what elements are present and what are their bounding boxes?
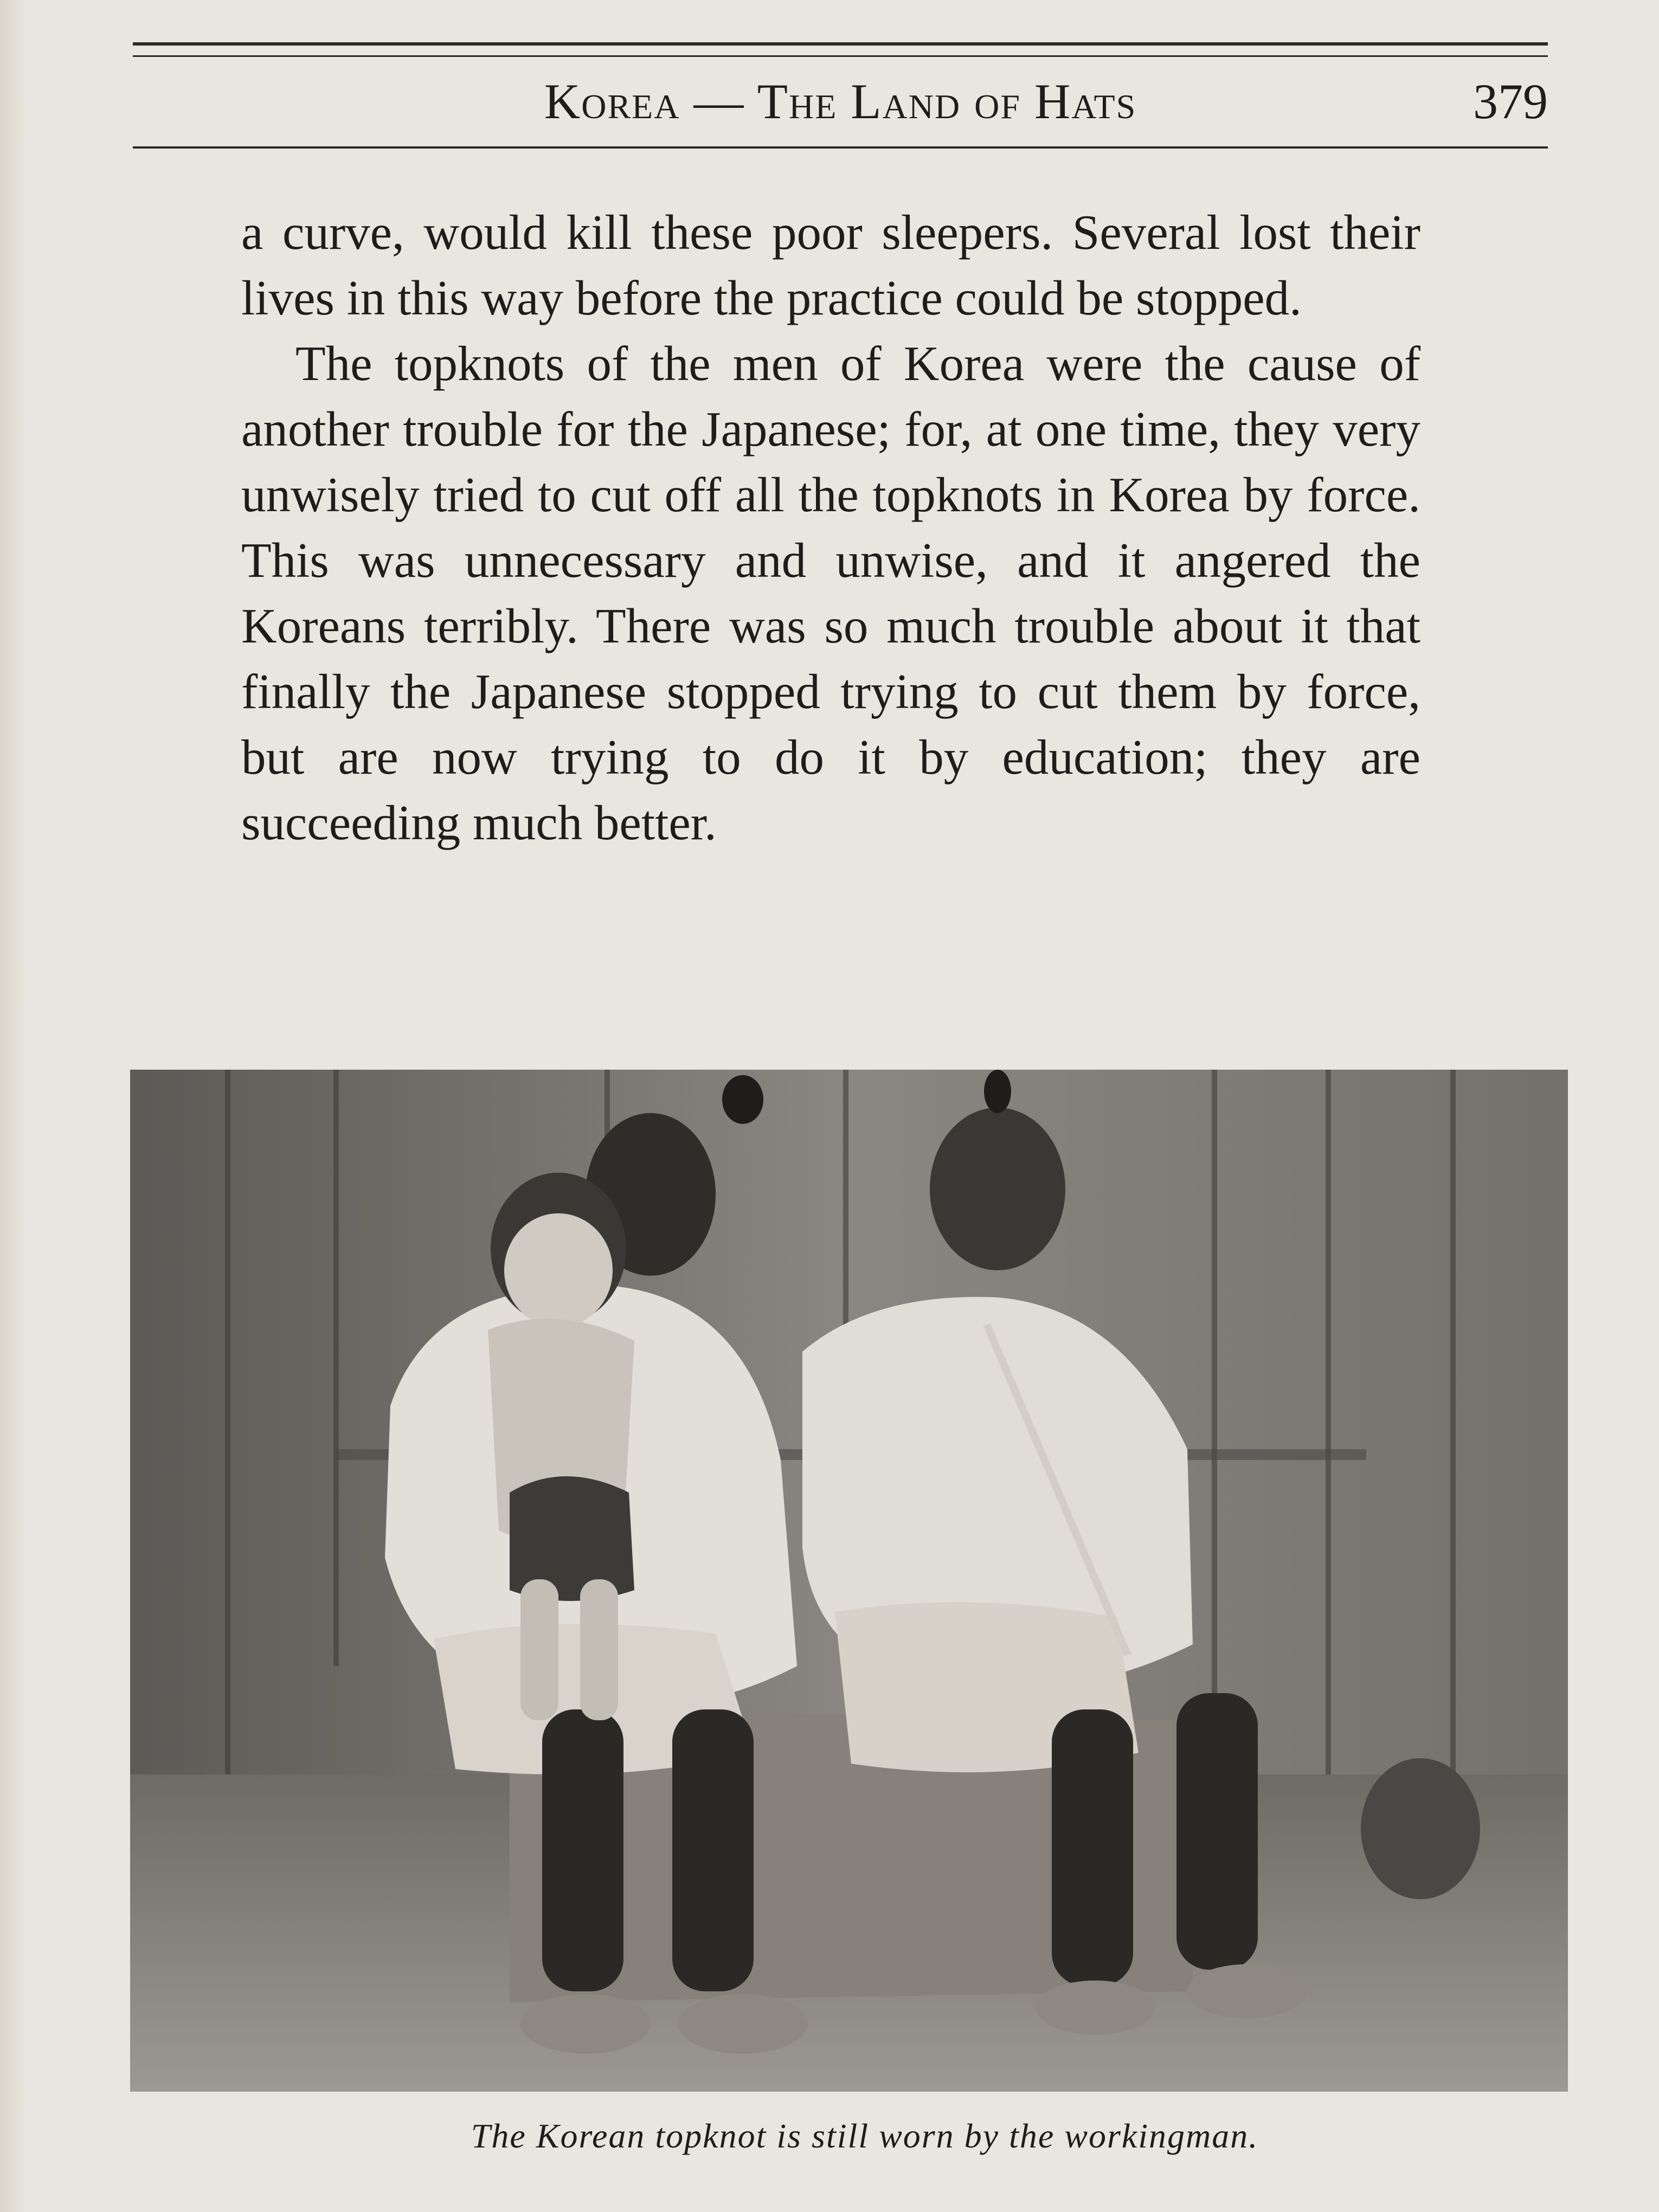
- figure-caption: The Korean topknot is still worn by the workingman.: [471, 2117, 1259, 2155]
- body-text: [241, 200, 1420, 856]
- running-head-title: Korea — The Land of Hats: [544, 74, 1137, 129]
- header-rule-top-thin: [133, 55, 1548, 57]
- photo-illustration: [130, 1070, 1568, 2092]
- header-rule-top: [133, 42, 1548, 46]
- chicken: [1361, 1758, 1480, 1899]
- paragraph-continuation: a curve, would kill these poor sleepers. Several lost their lives in this way before the practice could be stopped.: [241, 205, 1420, 325]
- figure-photograph: [130, 1070, 1568, 2092]
- running-head: [133, 66, 1548, 137]
- page-gutter: [0, 0, 24, 2212]
- paragraph-topknots: The topknots of the men of Korea were the cause of another trouble for the Japanese; for, at one time, they very unwisely tried to cut off all the topknots in Korea by force. This was unnecessary and unwise, and it angered the Koreans terribly. There was so much trouble about it that finally the Japanese stopped trying to cut them by force, but are now trying to do it by education; they are succeeding much better.: [241, 336, 1420, 850]
- page-number: 379: [1473, 74, 1548, 129]
- header-rule-bottom: [133, 146, 1548, 149]
